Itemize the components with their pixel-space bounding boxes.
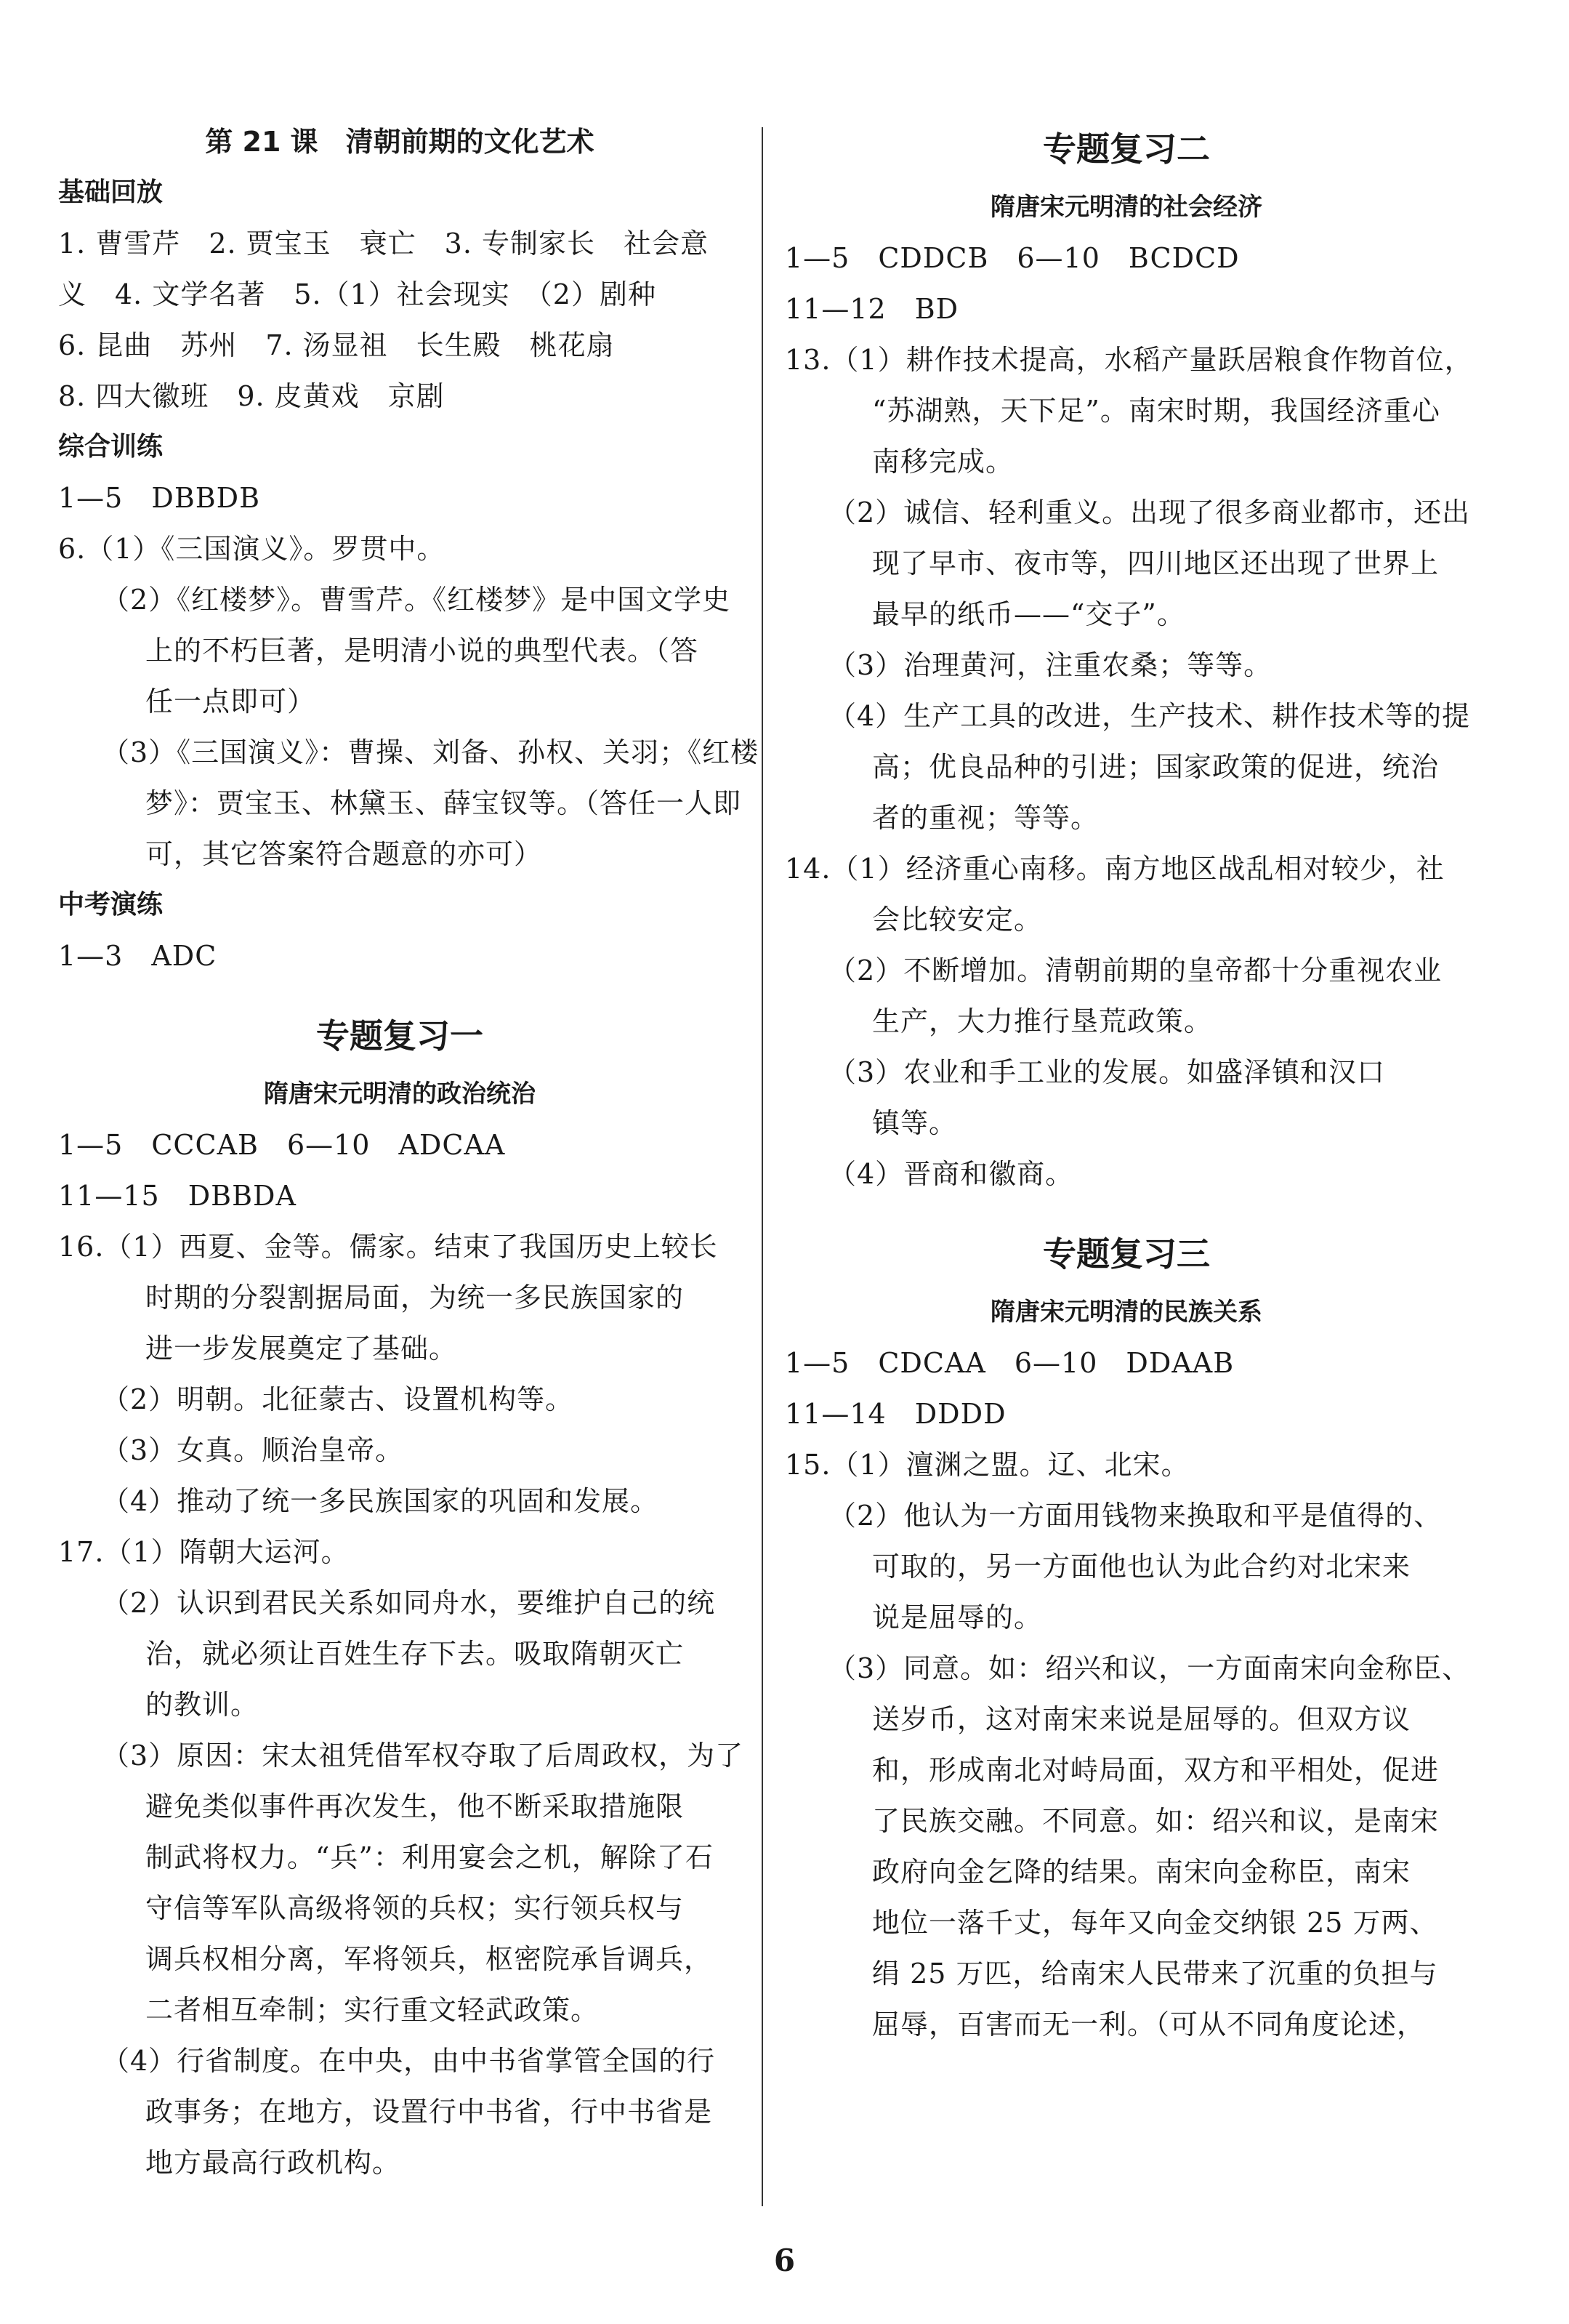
answer-line: 绢 25 万匹，给南宋人民带来了沉重的负担与	[872, 1958, 1438, 1990]
answer-line: （2）认识到君民关系如同舟水，要维护自己的统	[102, 1587, 716, 1619]
answer-line: 二者相互牵制；实行重文轻武政策。	[145, 1994, 600, 2026]
answer-line: （2）不断增加。清朝前期的皇帝都十分重视农业	[828, 954, 1443, 986]
section-heading-basic-review: 基础回放	[58, 177, 164, 207]
answer-line: 守信等军队高级将领的兵权；实行领兵权与	[145, 1892, 685, 1924]
answer-line: （4）行省制度。在中央，由中书省掌管全国的行	[102, 2045, 716, 2077]
answer-line: 送岁币，这对南宋来说是屈辱的。但双方议	[872, 1703, 1411, 1735]
answer-line: 可取的，另一方面他也认为此合约对北宋来	[872, 1551, 1411, 1583]
review-three-subtitle: 隋唐宋元明清的民族关系	[991, 1298, 1262, 1327]
answer-line: 1. 曹雪芹 2. 贾宝玉 衰亡 3. 专制家长 社会意	[58, 228, 709, 260]
answer-line: “苏湖熟，天下足”。南宋时期，我国经济重心	[872, 395, 1440, 427]
answer-line: 15.（1）澶渊之盟。辽、北宋。	[785, 1449, 1190, 1481]
answer-line: 任一点即可）	[145, 685, 316, 717]
answer-line: （3）农业和手工业的发展。如盛泽镇和汉口	[828, 1056, 1386, 1088]
answer-line: （3）《三国演义》：曹操、刘备、孙权、关羽；《红楼	[102, 736, 759, 768]
answer-line: 避免类似事件再次发生，他不断采取措施限	[145, 1790, 685, 1822]
review-three-answers	[785, 1338, 1471, 2050]
answer-line: 16.（1）西夏、金等。儒家。结束了我国历史上较长	[58, 1231, 718, 1263]
answer-line: （2）《红楼梦》。曹雪芹。《红楼梦》是中国文学史	[102, 584, 731, 616]
answer-line: 说是屈辱的。	[872, 1601, 1043, 1633]
answer-line: 地位一落千丈，每年又向金交纳银 25 万两、	[872, 1907, 1438, 1939]
answer-line: 地方最高行政机构。	[145, 2147, 401, 2179]
page-number: 6	[773, 2243, 796, 2278]
answer-line: 时期的分裂割据局面，为统一多民族国家的	[145, 1282, 685, 1314]
answer-line: 1—3 ADC	[58, 940, 217, 972]
answer-line: 和，形成南北对峙局面，双方和平相处，促进	[872, 1754, 1440, 1786]
answer-line: （4）生产工具的改进，生产技术、耕作技术等的提	[828, 700, 1471, 732]
exam-practice-answers	[58, 930, 741, 981]
answer-line: 可，其它答案符合题意的亦可）	[145, 838, 543, 870]
review-one-answers	[58, 1119, 744, 2188]
answer-line: 13.（1）耕作技术提高，水稻产量跃居粮食作物首位，	[785, 344, 1473, 376]
answer-line: （2）诚信、轻利重义。出现了很多商业都市，还出	[828, 496, 1471, 528]
answer-line: 高；优良品种的引进；国家政策的促进，统治	[872, 751, 1440, 783]
basic-review-answers	[58, 218, 741, 422]
answer-line: 6.（1）《三国演义》。罗贯中。	[58, 533, 445, 565]
answer-line: 南移完成。	[872, 446, 1015, 478]
review-one-subtitle: 隋唐宋元明清的政治统治	[264, 1079, 536, 1109]
review-two-subtitle: 隋唐宋元明清的社会经济	[991, 193, 1262, 222]
answer-line: 进一步发展奠定了基础。	[145, 1332, 458, 1364]
review-one-title: 专题复习一	[316, 1016, 483, 1056]
answer-line: 政府向金乞降的结果。南宋向金称臣，南宋	[872, 1856, 1411, 1888]
answer-line: （2）他认为一方面用钱物来换取和平是值得的、	[828, 1500, 1443, 1532]
answer-line: 1—5 DBBDB	[58, 482, 261, 514]
comprehensive-training-answers	[58, 473, 759, 880]
answer-line: 梦》：贾宝玉、林黛玉、薛宝钗等。（答任一人即	[145, 787, 742, 819]
section-heading-exam-practice: 中考演练	[58, 890, 164, 920]
answer-line: 8. 四大徽班 9. 皮黄戏 京剧	[58, 380, 445, 412]
answer-line: 生产，大力推行垦荒政策。	[872, 1005, 1213, 1037]
answer-line: 上的不朽巨著，是明清小说的典型代表。（答	[145, 635, 699, 667]
answer-line: 14.（1）经济重心南移。南方地区战乱相对较少，社	[785, 853, 1445, 885]
right-column	[785, 116, 1473, 2050]
answer-line: （4）晋商和徽商。	[828, 1158, 1074, 1190]
left-column	[58, 116, 759, 2188]
answer-line: 11—12 BD	[785, 293, 959, 325]
answer-line: 17.（1）隋朝大运河。	[58, 1536, 350, 1568]
section-heading-comprehensive-training: 综合训练	[58, 432, 164, 462]
answer-line: 政事务；在地方，设置行中书省，行中书省是	[145, 2096, 713, 2128]
column-divider	[762, 127, 763, 2206]
answer-line: 11—14 DDDD	[785, 1398, 1007, 1430]
answer-line: （3）女真。顺治皇帝。	[102, 1434, 404, 1466]
answer-line: （3）同意。如：绍兴和议，一方面南宋向金称臣、	[828, 1652, 1471, 1684]
answer-line: （2）明朝。北征蒙古、设置机构等。	[102, 1383, 574, 1415]
answer-line: 1—5 CDCAA 6—10 DDAAB	[785, 1347, 1235, 1379]
lesson-title: 第 21 课 清朝前期的文化艺术	[205, 126, 594, 158]
answer-line: 的教训。	[145, 1689, 259, 1721]
review-three-title: 专题复习三	[1043, 1234, 1210, 1274]
answer-line: 6. 昆曲 苏州 7. 汤显祖 长生殿 桃花扇	[58, 329, 615, 361]
answer-line: （3）治理黄河，注重农桑；等等。	[828, 649, 1272, 681]
answer-line: 1—5 CDDCB 6—10 BCDCD	[785, 242, 1240, 274]
answer-line: 11—15 DBBDA	[58, 1180, 297, 1212]
answer-line: 1—5 CCCAB 6—10 ADCAA	[58, 1129, 506, 1161]
answer-line: （4）推动了统一多民族国家的巩固和发展。	[102, 1485, 659, 1517]
answer-line: 者的重视；等等。	[872, 802, 1100, 834]
review-two-answers	[785, 233, 1473, 1199]
answer-line: 义 4. 文学名著 5.（1）社会现实 （2）剧种	[58, 278, 656, 310]
answer-line: 制武将权力。“兵”：利用宴会之机，解除了石	[145, 1841, 714, 1873]
answer-line: 屈辱，百害而无一利。（可从不同角度论述，	[872, 2009, 1426, 2040]
answer-line: 最早的纸币——“交子”。	[872, 598, 1185, 630]
answer-line: （3）原因：宋太祖凭借军权夺取了后周政权，为了	[102, 1740, 744, 1772]
answer-line: 了民族交融。不同意。如：绍兴和议，是南宋	[872, 1805, 1440, 1837]
answer-line: 会比较安定。	[872, 904, 1043, 936]
answer-line: 镇等。	[872, 1107, 958, 1139]
answer-line: 调兵权相分离，军将领兵，枢密院承旨调兵，	[145, 1943, 713, 1975]
review-two-title: 专题复习二	[1043, 129, 1210, 169]
answer-line: 治，就必须让百姓生存下去。吸取隋朝灭亡	[145, 1638, 685, 1670]
answer-line: 现了早市、夜市等，四川地区还出现了世界上	[872, 547, 1440, 579]
